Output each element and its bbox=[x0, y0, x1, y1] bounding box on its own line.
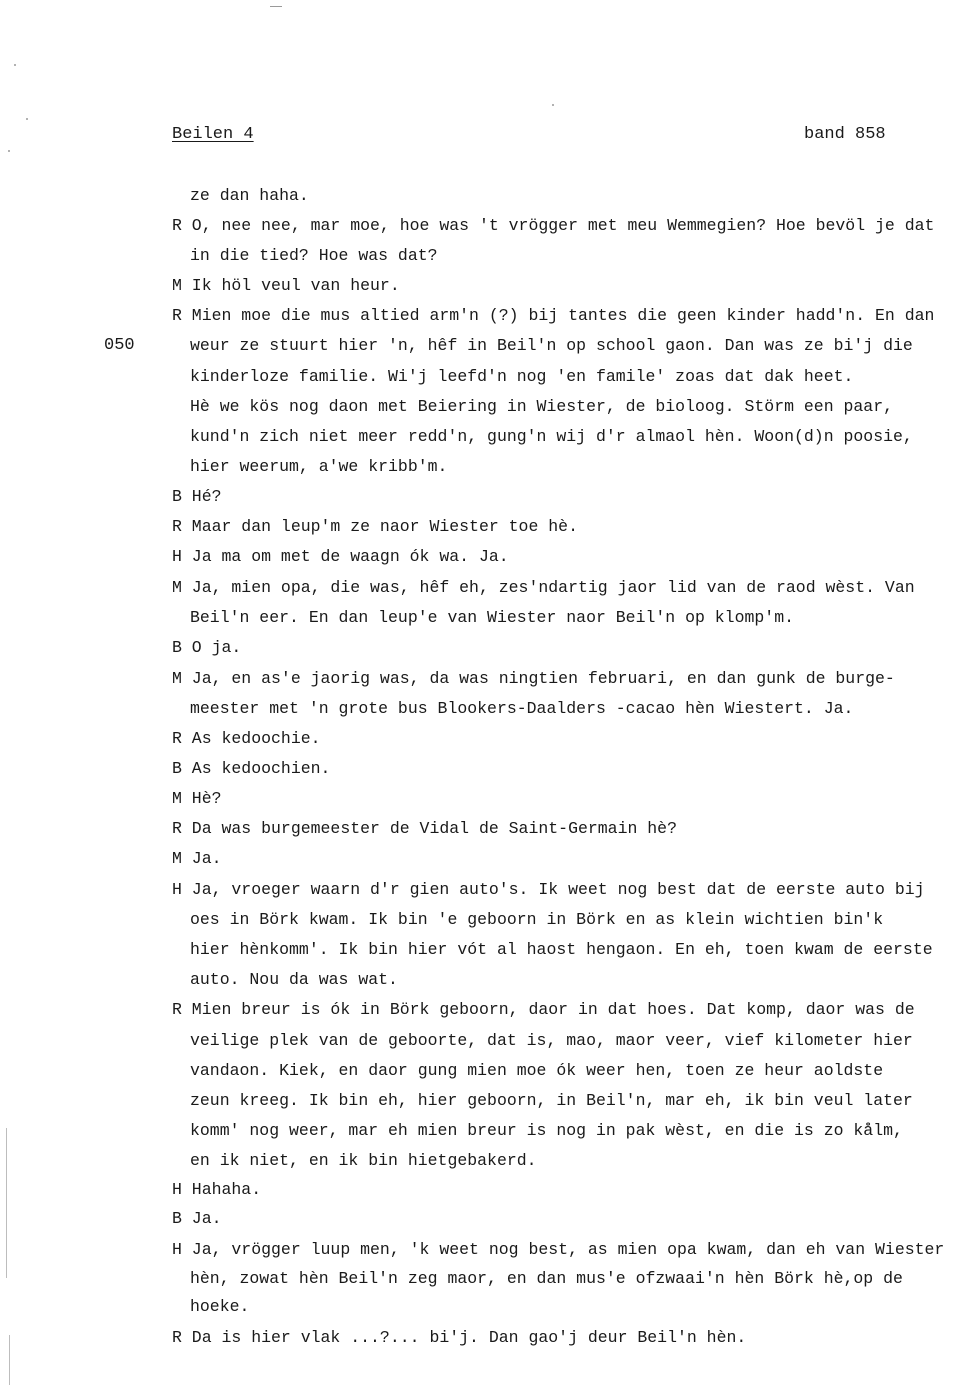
transcript-line: B Ja. bbox=[172, 1209, 222, 1228]
transcript-line: R Da was burgemeester de Vidal de Saint-Germain hè? bbox=[172, 819, 677, 838]
transcript-line: vandaon. Kiek, en daor gung mien moe ók weer hen, toen ze heur aoldste bbox=[190, 1061, 884, 1080]
transcript-line: M Hè? bbox=[172, 789, 222, 808]
transcript-line: H Ja, vroeger waarn d'r gien auto's. Ik weet nog best dat de eerste auto bij bbox=[172, 880, 925, 899]
scan-speck bbox=[26, 118, 28, 120]
transcript-line: M Ja, en as'e jaorig was, da was ningtien februari, en dan gunk de burge- bbox=[172, 669, 895, 688]
transcript-line: veilige plek van de geboorte, dat is, mao, maor veer, vief kilometer hier bbox=[190, 1031, 913, 1050]
transcript-line: M Ja. bbox=[172, 849, 222, 868]
transcript-line: R Mien breur is ók in Börk geboorn, daor in dat hoes. Dat komp, daor was de bbox=[172, 1000, 915, 1019]
scan-speck bbox=[14, 64, 16, 66]
transcript-line: H Ja ma om met de waagn ók wa. Ja. bbox=[172, 547, 509, 566]
margin-line-number: 050 bbox=[104, 336, 135, 355]
transcript-line: B Hé? bbox=[172, 487, 222, 506]
transcript-line: B As kedoochien. bbox=[172, 759, 331, 778]
transcript-line: hèn, zowat hèn Beil'n zeg maor, en dan mus'e ofzwaai'n hèn Börk hè,op de bbox=[190, 1269, 903, 1288]
transcript-line: zeun kreeg. Ik bin eh, hier geboorn, in Beil'n, mar eh, ik bin veul later bbox=[190, 1091, 913, 1110]
transcript-line: R Da is hier vlak ...?... bi'j. Dan gao'j deur Beil'n hèn. bbox=[172, 1328, 747, 1347]
transcript-line: weur ze stuurt hier 'n, hêf in Beil'n op school gaon. Dan was ze bi'j die bbox=[190, 336, 913, 355]
transcript-line: Hè we kös nog daon met Beiering in Wiester, de bioloog. Störm een paar, bbox=[190, 397, 894, 416]
transcript-line: in die tied? Hoe was dat? bbox=[190, 246, 438, 265]
transcript-line: en ik niet, en ik bin hietgebakerd. bbox=[190, 1151, 537, 1170]
transcript-line: ze dan haha. bbox=[190, 186, 309, 205]
transcript-line: kinderloze familie. Wi'j leefd'n nog 'en famile' zoas dat dak heet. bbox=[190, 367, 854, 386]
transcript-line: komm' nog weer, mar eh mien breur is nog in pak wèst, en die is zo kålm, bbox=[190, 1121, 903, 1140]
transcript-line: R Mien moe die mus altied arm'n (?) bij tantes die geen kinder hadd'n. En dan bbox=[172, 306, 935, 325]
transcript-line: H Ja, vrögger luup men, 'k weet nog best, as mien opa kwam, dan eh van Wiester bbox=[172, 1240, 945, 1259]
transcript-line: hier hènkomm'. Ik bin hier vót al haost hengaon. En eh, toen kwam de eerste bbox=[190, 940, 933, 959]
transcript-line: Beil'n eer. En dan leup'e van Wiester naor Beil'n op klomp'm. bbox=[190, 608, 794, 627]
transcript-line: oes in Börk kwam. Ik bin 'e geboorn in Börk en as klein wichtien bin'k bbox=[190, 910, 884, 929]
scan-speck bbox=[8, 150, 10, 152]
transcript-line: R O, nee nee, mar moe, hoe was 't vrögger met meu Wemmegien? Hoe bevöl je dat bbox=[172, 216, 935, 235]
scan-edge-line bbox=[9, 1335, 10, 1385]
transcript-line: R As kedoochie. bbox=[172, 729, 321, 748]
transcript-line: hier weerum, a'we kribb'm. bbox=[190, 457, 448, 476]
transcript-line: R Maar dan leup'm ze naor Wiester toe hè. bbox=[172, 517, 578, 536]
scan-speck bbox=[270, 6, 282, 7]
transcript-line: H Hahaha. bbox=[172, 1180, 262, 1199]
transcript-line: auto. Nou da was wat. bbox=[190, 970, 398, 989]
scan-speck bbox=[552, 104, 554, 106]
transcript-line: M Ik höl veul van heur. bbox=[172, 276, 400, 295]
header-location: Beilen 4 bbox=[172, 125, 254, 144]
transcript-line: M Ja, mien opa, die was, hêf eh, zes'ndartig jaor lid van de raod wèst. Van bbox=[172, 578, 915, 597]
header-tape-number: band 858 bbox=[804, 125, 886, 144]
transcript-line: kund'n zich niet meer redd'n, gung'n wij d'r almaol hèn. Woon(d)n poosie, bbox=[190, 427, 913, 446]
transcript-line: meester met 'n grote bus Blookers-Daalders -cacao hèn Wiestert. Ja. bbox=[190, 699, 854, 718]
transcript-line: hoeke. bbox=[190, 1297, 250, 1316]
scan-edge-line bbox=[6, 1128, 7, 1278]
transcript-line: B O ja. bbox=[172, 638, 242, 657]
